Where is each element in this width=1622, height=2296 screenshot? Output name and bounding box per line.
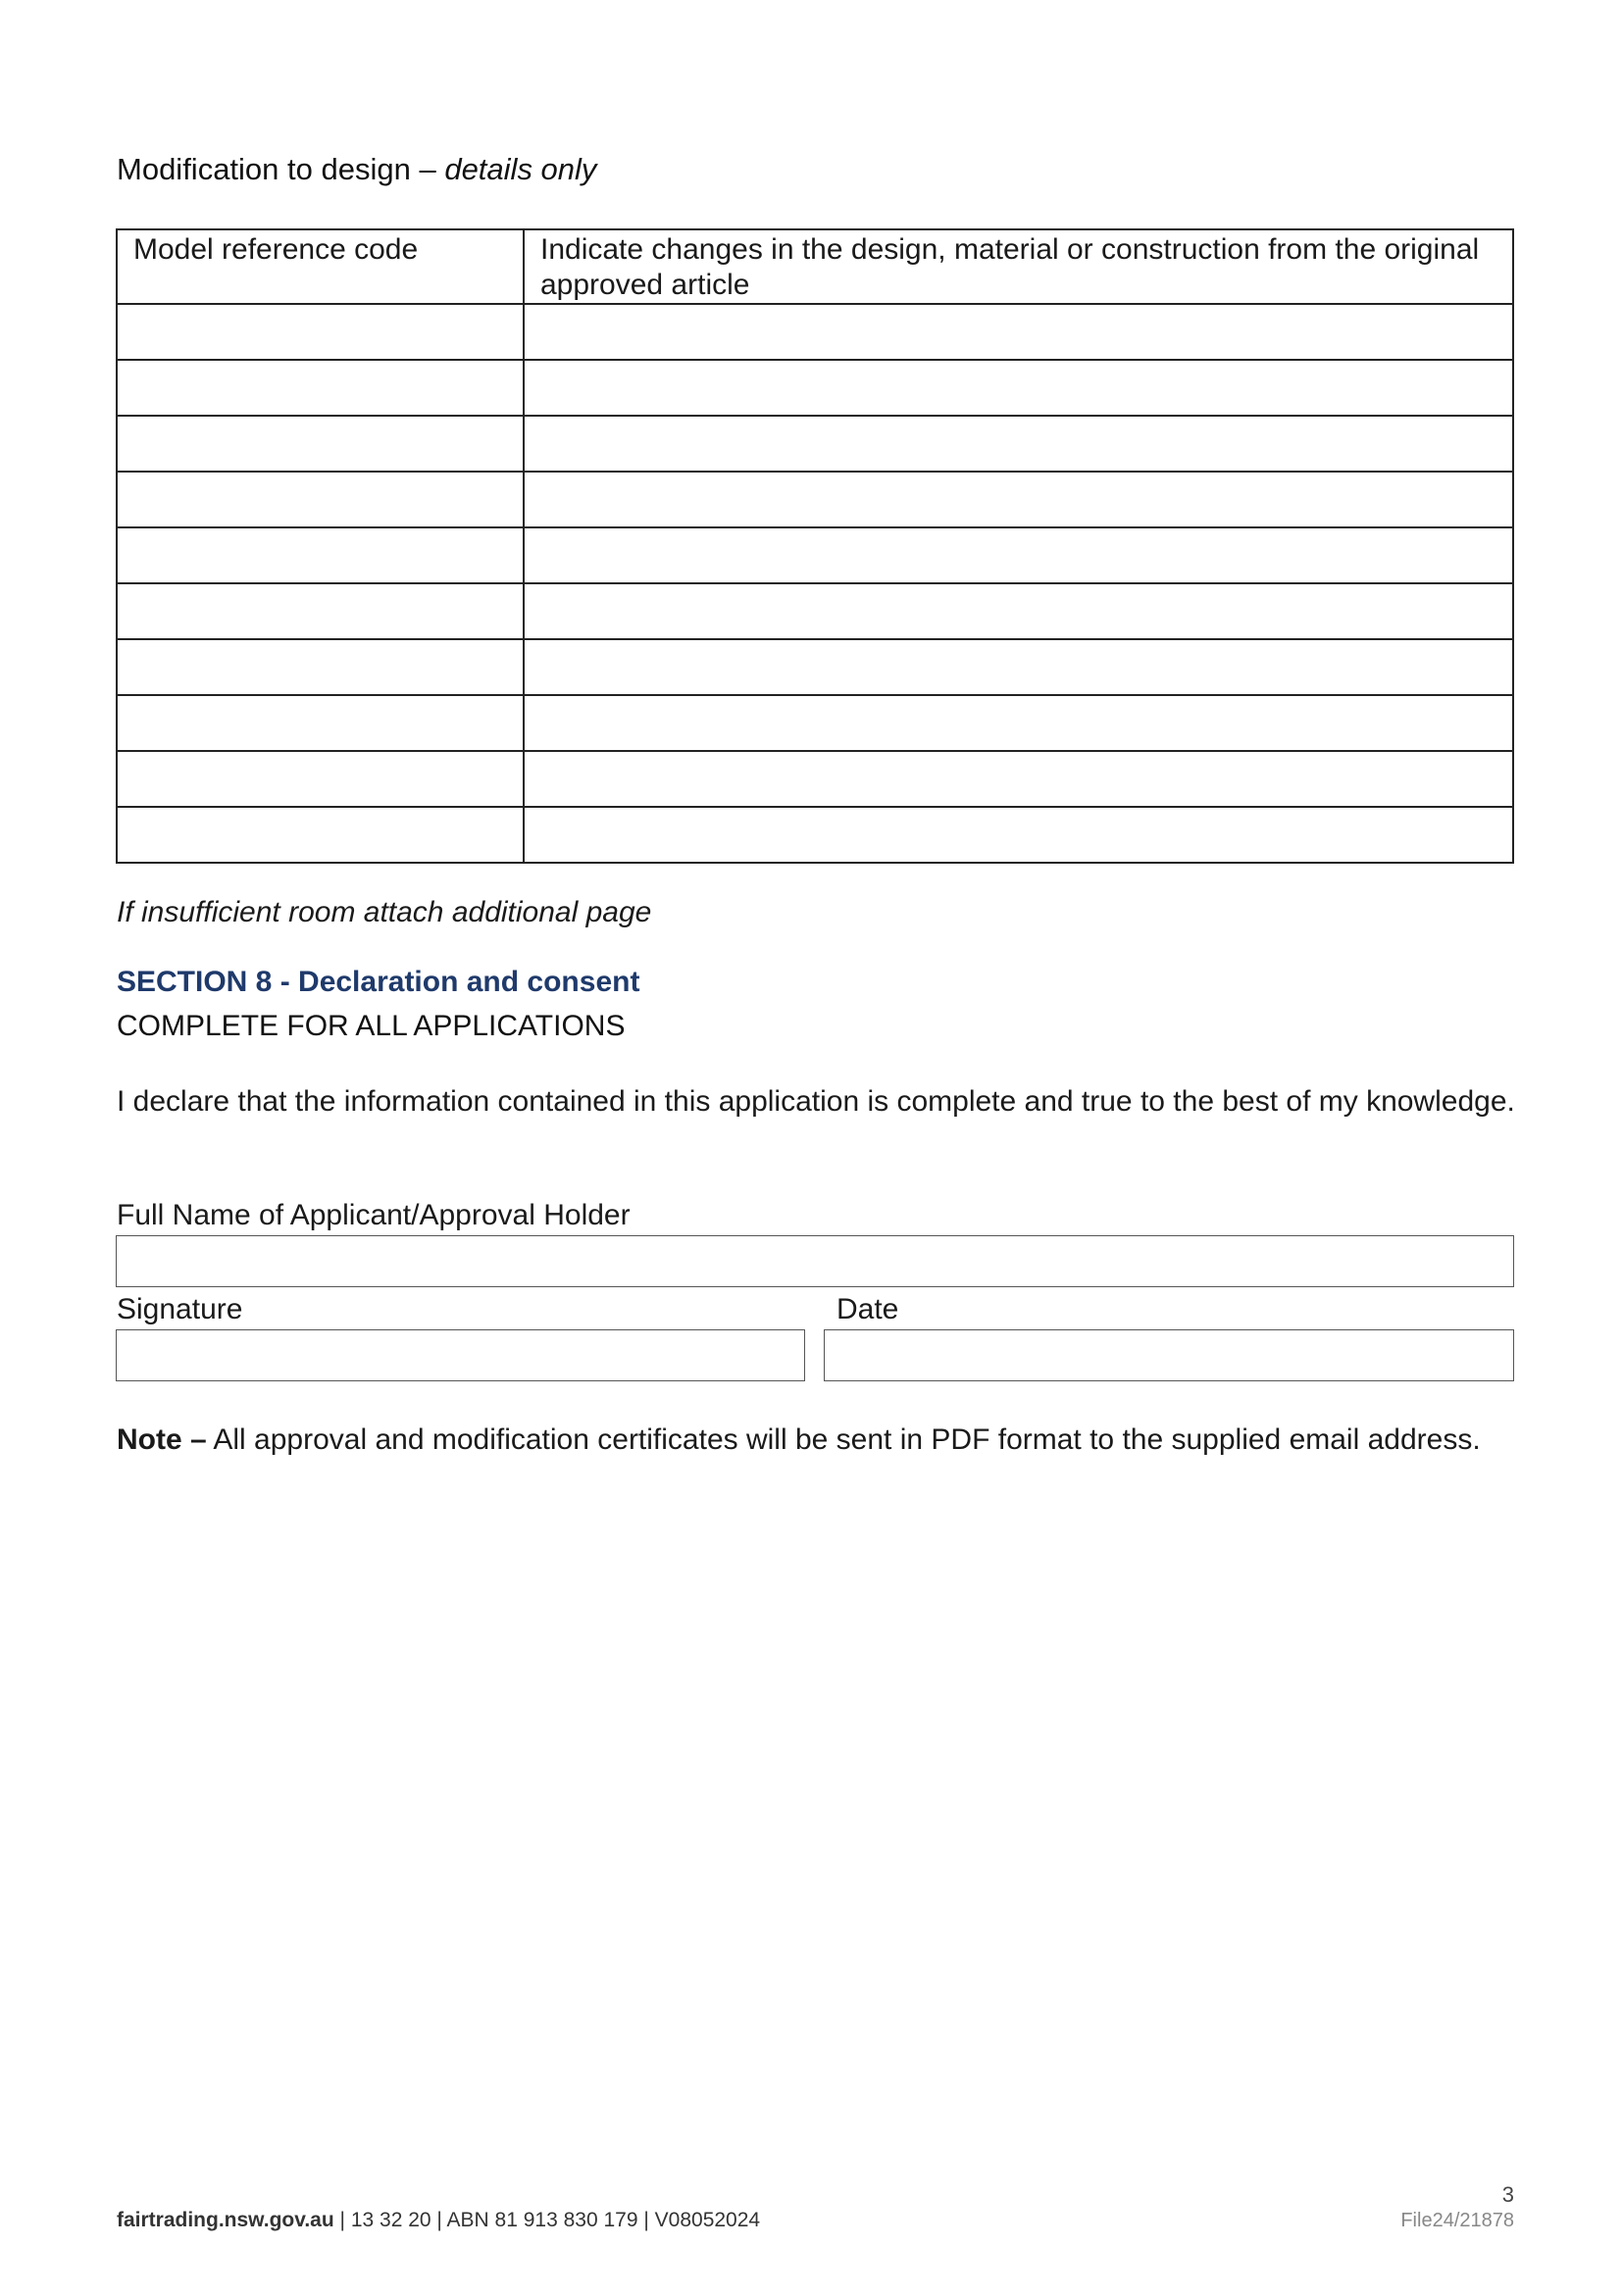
modification-heading-text: Modification to design – xyxy=(117,152,436,186)
model-reference-input[interactable] xyxy=(118,528,523,582)
changes-cell[interactable] xyxy=(524,360,1513,416)
full-name-label: Full Name of Applicant/Approval Holder xyxy=(117,1199,631,1231)
date-input[interactable] xyxy=(825,1330,1513,1380)
changes-cell[interactable] xyxy=(524,807,1513,863)
table-row xyxy=(117,527,1513,583)
date-field[interactable] xyxy=(824,1329,1514,1381)
signature-label: Signature xyxy=(117,1293,243,1325)
footer-contact xyxy=(117,2209,760,2232)
note-label: Note – xyxy=(117,1423,207,1456)
model-reference-cell[interactable] xyxy=(117,695,524,751)
date-label: Date xyxy=(836,1293,899,1325)
model-reference-cell[interactable] xyxy=(117,416,524,472)
model-reference-input[interactable] xyxy=(118,640,523,694)
changes-input[interactable] xyxy=(525,528,1512,582)
model-reference-cell[interactable] xyxy=(117,304,524,360)
changes-cell[interactable] xyxy=(524,751,1513,807)
model-reference-cell[interactable] xyxy=(117,472,524,527)
signature-input[interactable] xyxy=(117,1330,804,1380)
footer-file-reference: File24/21878 xyxy=(1400,2210,1514,2231)
changes-cell[interactable] xyxy=(524,583,1513,639)
modification-heading xyxy=(117,152,596,187)
model-reference-cell[interactable] xyxy=(117,583,524,639)
table-row xyxy=(117,751,1513,807)
model-reference-cell[interactable] xyxy=(117,639,524,695)
table-row xyxy=(117,583,1513,639)
model-reference-cell[interactable] xyxy=(117,360,524,416)
changes-cell[interactable] xyxy=(524,416,1513,472)
note-text: All approval and modification certificates will be sent in PDF format to the supplied email address. xyxy=(206,1423,1481,1456)
changes-input[interactable] xyxy=(525,305,1512,359)
section-8-subtitle: COMPLETE FOR ALL APPLICATIONS xyxy=(117,1010,626,1042)
model-reference-input[interactable] xyxy=(118,696,523,750)
footer-site-link[interactable]: fairtrading.nsw.gov.au xyxy=(117,2209,334,2231)
model-reference-cell[interactable] xyxy=(117,751,524,807)
changes-input[interactable] xyxy=(525,640,1512,694)
footer-details: | 13 32 20 | ABN 81 913 830 179 | V08052024 xyxy=(333,2209,761,2231)
note-paragraph xyxy=(117,1422,1519,1458)
table-row xyxy=(117,807,1513,863)
changes-input[interactable] xyxy=(525,584,1512,638)
modification-heading-italic: details only xyxy=(444,152,597,186)
table-row xyxy=(117,472,1513,527)
changes-cell[interactable] xyxy=(524,472,1513,527)
model-reference-input[interactable] xyxy=(118,752,523,806)
table-row xyxy=(117,304,1513,360)
declaration-text: I declare that the information contained in this application is complete and true to the best of my knowledge. xyxy=(117,1085,1515,1118)
model-reference-cell[interactable] xyxy=(117,527,524,583)
model-reference-input[interactable] xyxy=(118,473,523,526)
changes-input[interactable] xyxy=(525,752,1512,806)
full-name-input[interactable] xyxy=(117,1236,1513,1286)
changes-input[interactable] xyxy=(525,417,1512,471)
model-reference-input[interactable] xyxy=(118,361,523,415)
table-header-row xyxy=(117,229,1513,304)
insufficient-room-note: If insufficient room attach additional page xyxy=(117,896,652,928)
changes-input[interactable] xyxy=(525,696,1512,750)
model-reference-input[interactable] xyxy=(118,305,523,359)
changes-cell[interactable] xyxy=(524,527,1513,583)
changes-input[interactable] xyxy=(525,473,1512,526)
table-row xyxy=(117,695,1513,751)
table-row xyxy=(117,360,1513,416)
changes-input[interactable] xyxy=(525,361,1512,415)
modification-table xyxy=(116,228,1514,864)
changes-input[interactable] xyxy=(525,808,1512,862)
column-header-model-reference: Model reference code xyxy=(117,229,524,304)
model-reference-input[interactable] xyxy=(118,808,523,862)
signature-field[interactable] xyxy=(116,1329,805,1381)
table-row xyxy=(117,416,1513,472)
model-reference-cell[interactable] xyxy=(117,807,524,863)
page-number: 3 xyxy=(1501,2182,1514,2207)
changes-cell[interactable] xyxy=(524,639,1513,695)
model-reference-input[interactable] xyxy=(118,584,523,638)
full-name-field[interactable] xyxy=(116,1235,1514,1287)
table-row xyxy=(117,639,1513,695)
column-header-changes: Indicate changes in the design, material or construction from the original approved article xyxy=(524,229,1513,304)
model-reference-input[interactable] xyxy=(118,417,523,471)
changes-cell[interactable] xyxy=(524,695,1513,751)
section-8-title: SECTION 8 - Declaration and consent xyxy=(117,966,640,998)
changes-cell[interactable] xyxy=(524,304,1513,360)
